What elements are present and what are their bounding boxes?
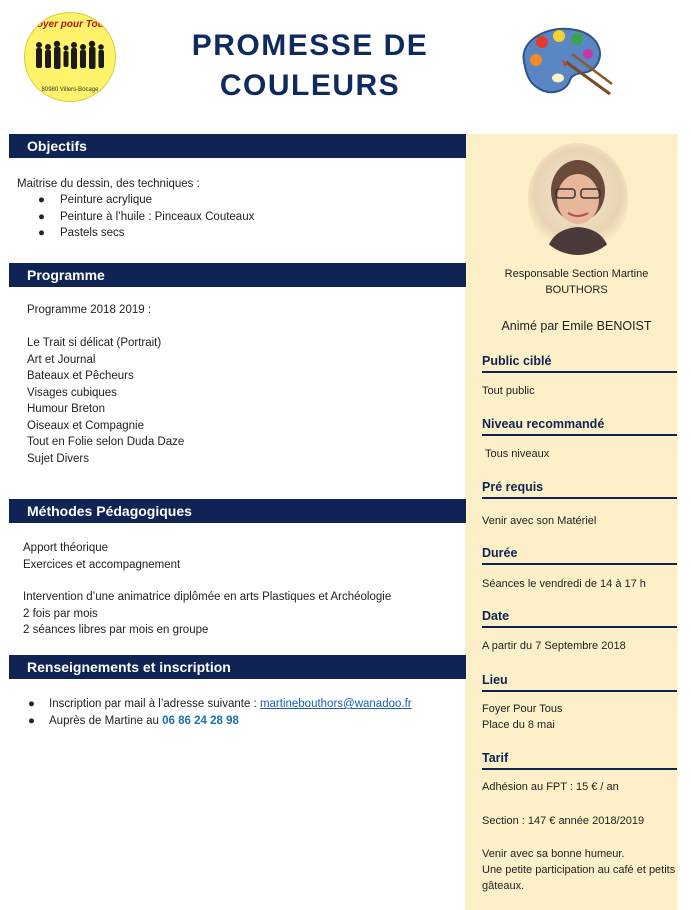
section-header-objectifs: Objectifs <box>9 134 466 158</box>
objectifs-intro: Maitrise du dessin, des techniques : <box>17 178 200 190</box>
list-item: Tout en Folie selon Duda Daze <box>27 436 185 448</box>
niveau-text: Tous niveaux <box>485 448 550 460</box>
inscription-list <box>28 696 464 729</box>
lieu-heading: Lieu <box>482 673 677 692</box>
list-item: Visages cubiques <box>27 386 117 399</box>
prerequis-text: Venir avec son Matériel <box>482 515 597 527</box>
list-item: Le Trait si délicat (Portrait) <box>27 337 162 349</box>
prerequis-heading: Pré requis <box>482 480 677 499</box>
methodes-line: Apport théorique <box>23 542 109 554</box>
email-link[interactable]: martinebouthors@wanadoo.fr <box>259 698 412 710</box>
duree-heading: Durée <box>482 546 677 565</box>
programme-year: Programme 2018 2019 : <box>27 304 152 316</box>
list-item: Art et Journal <box>27 353 96 366</box>
public-heading: Public ciblé <box>482 354 677 373</box>
lieu-text: Foyer Pour Tous Place du 8 mai <box>482 703 563 731</box>
section-header-methodes: Méthodes Pédagogiques <box>9 499 466 523</box>
foyer-pour-tous-logo <box>24 12 116 102</box>
tarif-section: Section : 147 € année 2018/2019 <box>482 815 645 827</box>
bullet-icon: ● <box>38 227 45 239</box>
methodes-block-b <box>23 589 463 639</box>
methodes-line: 2 séances libres par mois en groupe <box>23 624 209 636</box>
list-item: ● Peinture à l’huile : Pinceaux Couteaux <box>38 209 458 226</box>
list-item <box>28 713 464 730</box>
portrait-icon <box>528 143 628 255</box>
anime-par-text: Animé par Emile BENOIST <box>501 319 652 333</box>
methodes-block-a <box>23 540 463 573</box>
methodes-line: 2 fois par mois <box>23 607 98 620</box>
paint-palette-icon <box>514 22 614 100</box>
methodes-line: Exercices et accompagnement <box>23 558 181 571</box>
public-text: Tout public <box>482 385 535 397</box>
objectifs-list <box>38 192 458 242</box>
responsable-text: Responsable Section Martine BOUTHORS <box>504 268 649 296</box>
logo-text: Foyer pour Tous <box>30 19 110 30</box>
phone-label: Auprès de Martine au <box>49 714 163 727</box>
duree-text: Séances le vendredi de 14 à 17 h <box>482 578 646 590</box>
niveau-heading: Niveau recommandé <box>482 417 677 436</box>
tarif-heading: Tarif <box>482 751 677 770</box>
list-item: Bateaux et Pêcheurs <box>27 370 134 382</box>
programme-list <box>27 335 447 467</box>
list-item: Sujet Divers <box>27 452 89 465</box>
mail-label: Inscription par mail à l’adresse suivante : <box>49 698 260 710</box>
methodes-line: Intervention d’une animatrice diplômée en arts Plastiques et Archéologie <box>23 591 392 603</box>
bullet-icon: ● <box>28 714 35 727</box>
bullet-icon: ● <box>28 698 35 710</box>
tarif-notes: Venir avec sa bonne humeur. Une petite participation au café et petits gâteaux. <box>482 848 676 892</box>
list-item <box>28 696 464 713</box>
bullet-icon: ● <box>38 194 45 206</box>
page-title: PROMESSE DE COULEURS <box>191 29 429 102</box>
date-text: A partir du 7 Septembre 2018 <box>482 640 626 652</box>
tarif-adhesion: Adhésion au FPT : 15 € / an <box>482 781 619 793</box>
logo-subtext: 80980 Villers-Bocage <box>41 87 99 93</box>
people-silhouettes-icon <box>33 39 107 73</box>
phone-number: 06 86 24 28 98 <box>162 714 239 727</box>
portrait-photo <box>528 143 628 255</box>
bullet-icon: ● <box>38 210 45 223</box>
section-header-inscription: Renseignements et inscription <box>9 655 466 679</box>
list-item: ● Peinture acrylique <box>38 192 458 209</box>
list-item: Oiseaux et Compagnie <box>27 419 144 432</box>
date-heading: Date <box>482 609 677 628</box>
section-header-programme: Programme <box>9 263 466 287</box>
list-item: Humour Breton <box>27 403 105 415</box>
list-item: ● Pastels secs <box>38 225 458 242</box>
